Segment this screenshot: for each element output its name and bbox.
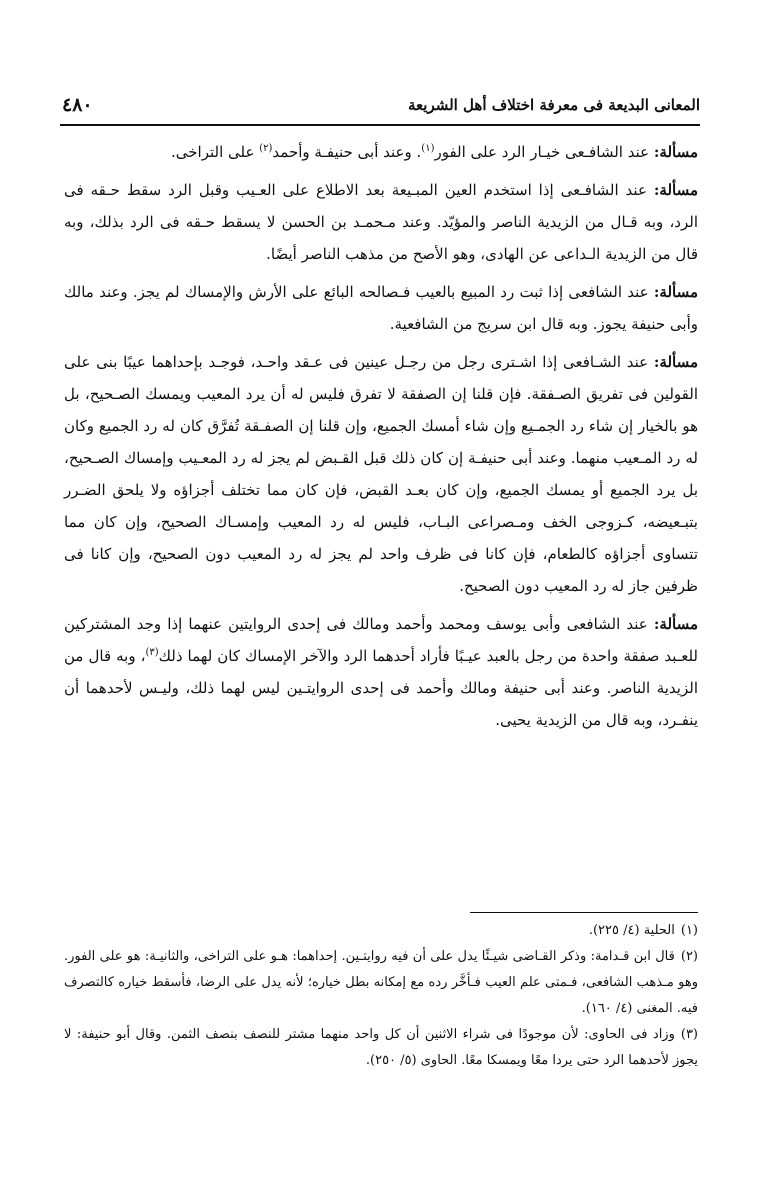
footnotes xyxy=(64,918,698,1074)
issue-heading: مسألة: xyxy=(653,143,698,161)
footnote-number: (٢) xyxy=(680,949,698,964)
issue-heading: مسألة: xyxy=(653,615,698,633)
footnote-text: وزاد فى الحاوى: لأن موجودًا فى شراء الاثنين أن كل واحد منهما مشتر للنصف بنصف الثمن. وقال أبو حنيفة: لا يجوز لأحدهما الرد حتى يردا معًا ويمسكا معًا. الحاوى (٥/ ٢٥٠). xyxy=(64,1027,698,1068)
paragraph-text: عند الشافعى إذا ثبت رد المبيع بالعيب فـصالحه البائع على الأرش والإمساك لم يجز. وعند مالك وأبى حنيفة يجوز. وبه قال ابن سريج من الشافعية. xyxy=(64,283,698,333)
paragraph-text: على التراخى. xyxy=(171,143,260,161)
paragraph xyxy=(64,346,698,602)
book-title: المعانى البديعة فى معرفة اختلاف أهل الشريعة xyxy=(407,96,700,114)
footnote xyxy=(64,1022,698,1074)
paragraph-text: ، وبه قال من الزيدية الناصر. وعند أبى حنيفة ومالك وأحمد فى إحدى الروايتـين ليس لهما ذلك، وليـس لأحدهما أن ينفـرد، وبه قال من الزيدية يحيى. xyxy=(64,647,698,729)
header-divider xyxy=(60,124,700,126)
footnote-divider xyxy=(470,912,698,913)
paragraph xyxy=(64,608,698,736)
paragraph xyxy=(64,276,698,340)
page-number: ٤٨٠ xyxy=(62,94,93,116)
paragraph-text: عند الشافعى وأبى يوسف ومحمد وأحمد ومالك فى إحدى الروايتين عنهما إذا وجد المشتركين للعـبد صفقة واحدة من رجل بالعبد عيـبًا فأراد أحدهما الرد والآخر الإمساك كان لهما ذلك xyxy=(64,615,698,665)
footnote-text: الحلية (٤/ ٢٢٥). xyxy=(588,923,675,938)
issue-heading: مسألة: xyxy=(653,353,698,371)
paragraph xyxy=(64,174,698,270)
footnote-number: (١) xyxy=(680,923,698,938)
main-text xyxy=(64,136,698,742)
paragraph-text: عند الشافـعى خيـار الرد على الفور xyxy=(434,143,654,161)
paragraph-text: عند الشافـعى إذا استخدم العين المبـيعة بعد الاطلاع على العـيب وقبل الرد سقط حـقه فى الرد، وبه قـال من الزيدية الناصر والمؤيّد. وعند مـحمـد بن الحسن لا يسقط حـقه فى الرد بذلك، وبه قال من الزيدية الـداعى عن الهادى، وهو الأصح من مذهب الناصر أيضًا. xyxy=(64,181,698,263)
footnote-ref: (١) xyxy=(421,143,435,154)
paragraph-text: . وعند أبى حنيفـة وأحمد xyxy=(272,143,422,161)
footnote-ref: (٣) xyxy=(145,647,159,658)
footnote-number: (٣) xyxy=(680,1027,698,1042)
footnote xyxy=(64,918,698,944)
running-header xyxy=(60,96,700,122)
footnote-text: قال ابن قـدامة: وذكر القـاضى شيـئًا يدل على أن فيه روايتـين. إحداهما: هـو على التراخى، والثانيـة: هو على الفور. وهو مـذهب الشافعى، فـمتى علم العيب فـأخَّر رده مع إمكانه بطل خياره؛ لأنه يدل على الرضا، فأسقط خياره كالتصرف فيه. المغنى (٤/ ١٦٠). xyxy=(64,949,698,1016)
issue-heading: مسألة: xyxy=(653,181,698,199)
footnote xyxy=(64,944,698,1022)
paragraph-text: عند الشـافعى إذا اشـترى رجل من رجـل عينين فى عـقد واحـد، فوجـد بإحداهما عيبًا بنى على القولين فى تفريق الصـفقة. فإن قلنا إن الصفقة لا تفرق فليس له أن يرد المعيب ويمسك الصـحيح، بل هو بالخيار إن شاء رد الجمـيع وإن شاء أمسك الجميع، وإن قلنا إن الصفـقة تُفرَّق كان له رد الجميع وكان له رد المـعيب منهما. وعند أبى حنيفـة إن كان ذلك قبل القـبض لم يجز له رد المعـيب وإمساك الصـحيح، بل يرد الجميع أو يمسك الجميع، وإن كان بعـد القبض، فإن كان مما تختلف أجزاؤه ولا يلحق الضـرر بتبـعيضه، كـزوجى الخف ومـصراعى البـاب، فليس له رد المعيب وإمسـاك الصحيح، وإن كان مما تتساوى أجزاؤه كالطعام، فإن كانا فى ظرف واحد لم يجز له رد المعيب دون الصحيح، وإن كانا فى ظرفين جاز له رد المعيب دون الصحيح. xyxy=(64,353,699,595)
issue-heading: مسألة: xyxy=(653,283,698,301)
footnote-ref: (٢) xyxy=(259,143,273,154)
paragraph xyxy=(64,136,698,168)
